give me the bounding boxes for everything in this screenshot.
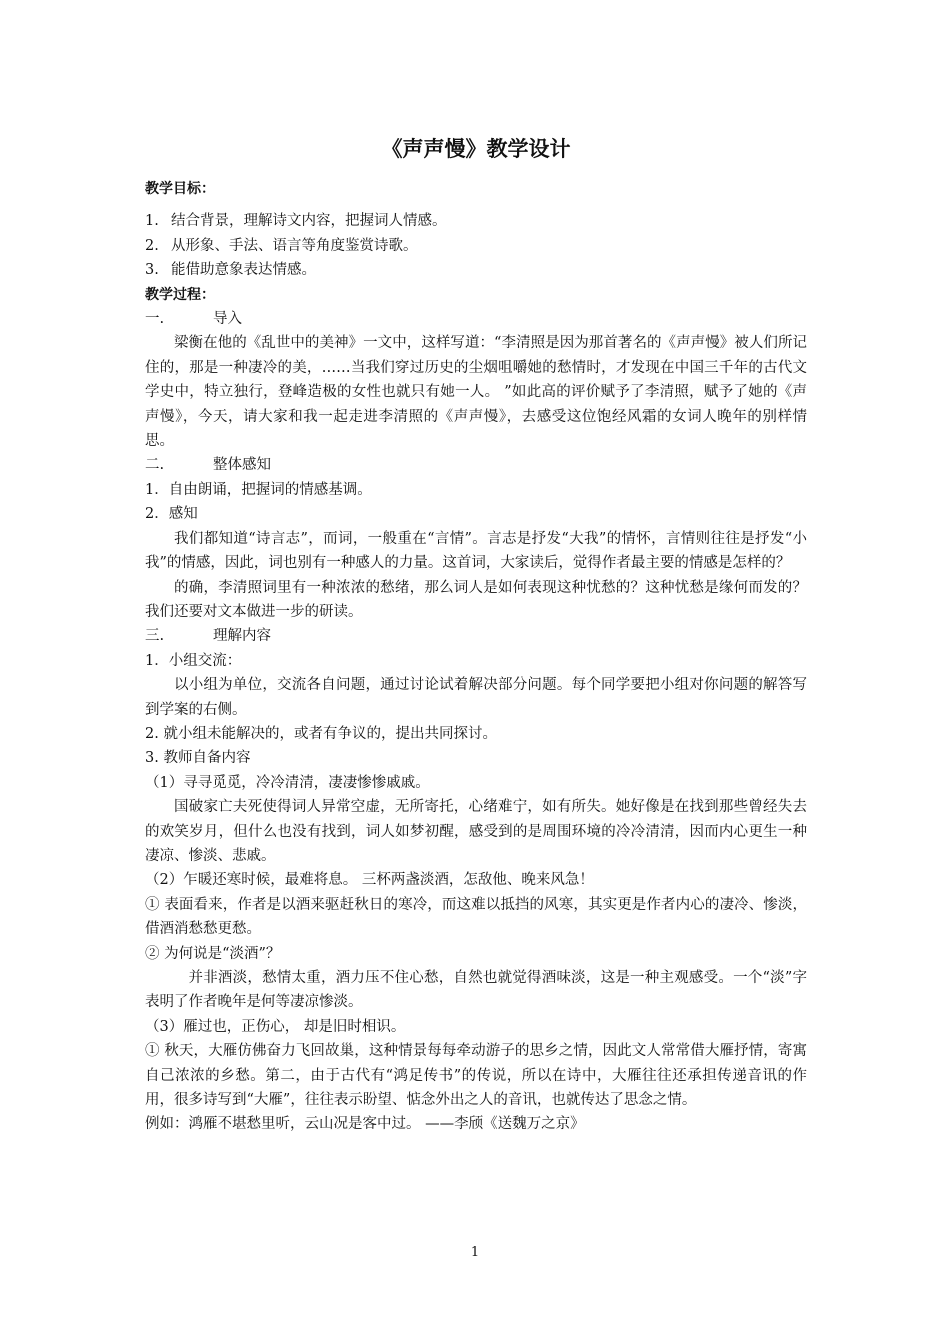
section-title: 理解内容: [213, 628, 271, 645]
list-item: 2. 就小组未能解决的，或者有争议的，提出共同探讨。: [145, 725, 497, 742]
goals-heading: 教学目标：: [145, 181, 215, 197]
paragraph: 并非酒淡，愁情太重，酒力压不住心愁，自然也就觉得酒味淡，这是一种主观感受。一个“淡”字表明了作者晚年是何等凄凉惨淡。: [145, 970, 807, 1011]
goals-list: [145, 209, 807, 282]
paragraph: 以小组为单位，交流各自问题，通过讨论试着解决部分问题。每个同学要把小组对你问题的解答写到学案的右侧。: [145, 677, 807, 718]
goal-text: 能借助意象表达情感。: [171, 262, 316, 279]
section-title: 整体感知: [213, 457, 271, 474]
paragraph: ① 表面看来，作者是以酒来驱赶秋日的寒冷，而这难以抵挡的风寒，其实更是作者内心的凄冷、惨淡，借酒消愁愁更愁。: [145, 896, 807, 938]
question-heading: （2）乍暖还寒时候，最难将息。 三杯两盏淡酒，怎敌他、晚来风急！: [145, 872, 594, 889]
document-body: [145, 133, 807, 1137]
question-heading: （1）寻寻觅觅，冷冷清清，凄凄惨惨戚戚。: [145, 774, 430, 791]
paragraph: 梁衡在他的《乱世中的美神》一文中，这样写道：“李清照是因为那首著名的《声声慢》被人们所记住的，那是一种凄冷的美，……当我们穿过历史的尘烟咀嚼她的愁情时，才发现在中国三千年的古代文学史中，特立独行，登峰造极的女性也就只有她一人。 ”如此高的评价赋予了李清照，赋予了她的《声声慢》，今天，请大家和我一起走进李清照的《声声慢》，去感受这位饱经风霜的女词人晚年的别样情思。: [145, 335, 807, 450]
section-heading: [145, 453, 807, 477]
goal-number: 1.: [145, 213, 159, 230]
goal-item: [145, 258, 807, 282]
list-item: 2．感知: [145, 506, 198, 523]
section-number: 三.: [145, 628, 165, 645]
goal-item: [145, 209, 807, 233]
list-item: 1．小组交流：: [145, 652, 242, 669]
paragraph: 国破家亡夫死使得词人异常空虚，无所寄托，心绪难宁，如有所失。她好像是在找到那些曾经失去的欢笑岁月，但什么也没有找到，词人如梦初醒，感受到的是周围环境的冷冷清清，因而内心更生一种凄凉、惨淡、悲戚。: [145, 799, 807, 864]
goal-item: [145, 234, 807, 258]
goal-number: 2.: [145, 237, 159, 254]
page-title: 《声声慢》教学设计: [381, 137, 571, 161]
section-title: 导入: [213, 311, 242, 328]
list-item: 3. 教师自备内容: [145, 750, 251, 767]
section-heading: [145, 307, 807, 331]
spacer: [145, 201, 807, 209]
section-number: 一.: [145, 311, 165, 328]
section-number: 二.: [145, 457, 165, 474]
example-line: 例如：鸿雁不堪愁里听，云山况是客中过。 ——李颀《送魏万之京》: [145, 1116, 585, 1133]
list-item: ② 为何说是“淡酒”？: [145, 945, 281, 962]
goal-text: 结合背景，理解诗文内容，把握词人情感。: [171, 213, 447, 230]
paragraph: 我们都知道“诗言志”，而词，一般重在“言情”。言志是抒发“大我”的情怀，言情则往往是抒发“小我”的情感，因此，词也别有一种感人的力量。这首词，大家读后，觉得作者最主要的情感是怎样的？: [145, 530, 807, 572]
goal-number: 3.: [145, 262, 159, 279]
page-number: 1: [470, 1245, 480, 1260]
paragraph: ① 秋天，大雁仿佛奋力飞回故巢，这种情景每每牵动游子的思乡之情，因此文人常常借大雁抒情，寄寓自己浓浓的乡愁。第二，由于古代有“鸿足传书”的传说，所以在诗中，大雁往往还承担传递音讯的作用，很多诗写到“大雁”，往往表示盼望、惦念外出之人的音讯，也就传达了思念之情。: [145, 1043, 807, 1109]
process-heading: 教学过程：: [145, 286, 215, 303]
paragraph: 的确，李清照词里有一种浓浓的愁绪，那么词人是如何表现这种忧愁的？这种忧愁是缘何而发的？我们还要对文本做进一步的研读。: [145, 579, 807, 620]
question-heading: （3）雁过也，正伤心， 却是旧时相识。: [145, 1018, 406, 1035]
list-item: 1．自由朗诵，把握词的情感基调。: [145, 481, 372, 498]
section-heading: [145, 624, 807, 648]
goal-text: 从形象、手法、语言等角度鉴赏诗歌。: [171, 237, 418, 254]
